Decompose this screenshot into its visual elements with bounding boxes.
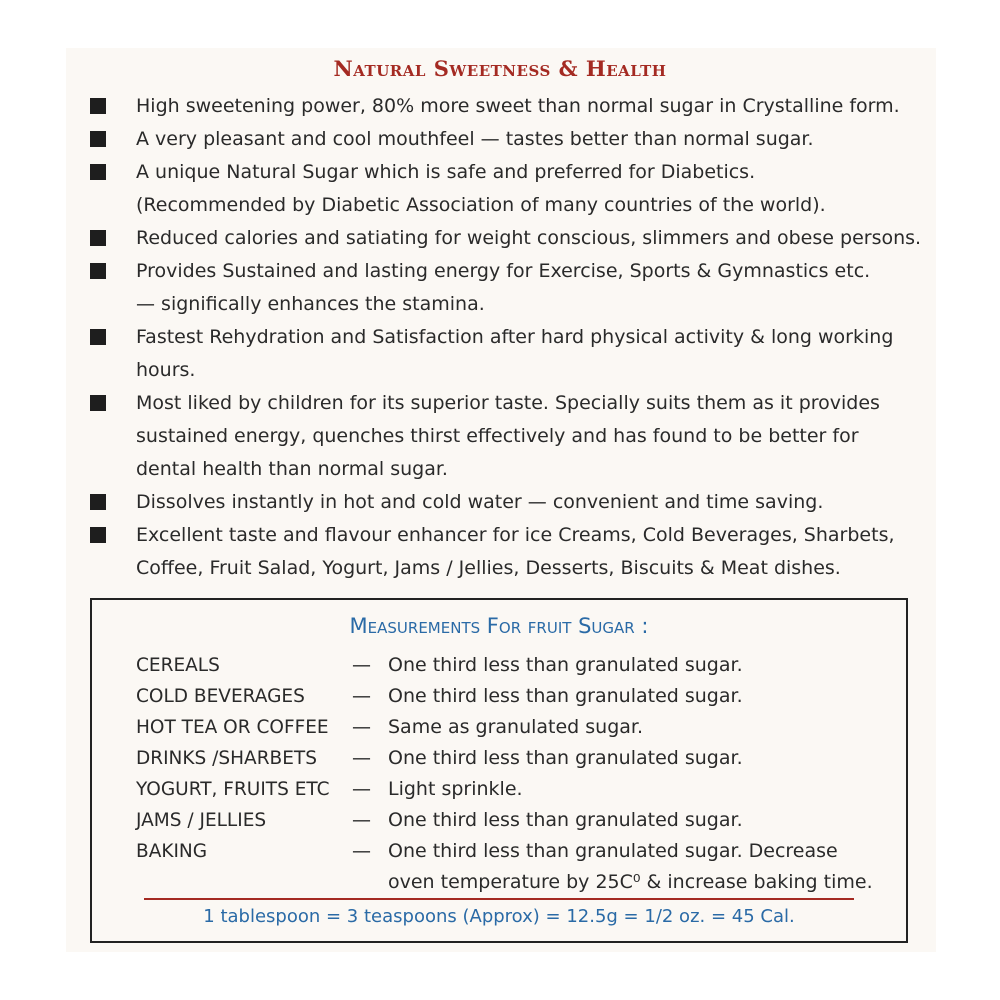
benefit-line: — significally enhances the stamina.	[136, 293, 485, 315]
measurement-row	[136, 836, 896, 898]
square-bullet-icon	[90, 263, 106, 279]
measurement-value-line: Light sprinkle.	[388, 778, 523, 800]
measurement-value	[388, 805, 896, 836]
conversion-footer: 1 tablespoon = 3 teaspoons (Approx) = 12.5g = 1/2 oz. = 45 Cal.	[203, 906, 795, 927]
measurement-item: YOGURT, FRUITS ETC	[136, 779, 330, 800]
measurement-value-line: One third less than granulated sugar.	[388, 654, 743, 676]
benefits-list	[90, 90, 930, 585]
measurements-box	[90, 598, 908, 943]
measurement-value	[388, 681, 896, 712]
measurement-value	[388, 836, 896, 898]
measurement-value	[388, 774, 896, 805]
measurement-dash: —	[352, 685, 371, 707]
measurement-dash: —	[352, 840, 371, 862]
benefit-line: Excellent taste and flavour enhancer for ice Creams, Cold Beverages, Sharbets,	[136, 524, 895, 546]
square-bullet-icon	[90, 230, 106, 246]
measurement-item: HOT TEA OR COFFEE	[136, 717, 329, 738]
benefit-line: Reduced calories and satiating for weight conscious, slimmers and obese persons.	[136, 227, 922, 249]
measurement-row	[136, 743, 896, 774]
divider-rule	[144, 898, 854, 900]
benefit-line: (Recommended by Diabetic Association of many countries of the world).	[136, 194, 826, 216]
section-title: Natural Sweetness & Health	[333, 56, 667, 81]
benefit-item	[90, 387, 930, 486]
square-bullet-icon	[90, 164, 106, 180]
measurement-value-line: Same as granulated sugar.	[388, 716, 644, 738]
square-bullet-icon	[90, 527, 106, 543]
benefit-line: High sweetening power, 80% more sweet than normal sugar in Crystalline form.	[136, 95, 900, 117]
benefit-line: dental health than normal sugar.	[136, 458, 448, 480]
square-bullet-icon	[90, 131, 106, 147]
benefit-line: sustained energy, quenches thirst effectively and has found to be better for	[136, 425, 859, 447]
measurement-value-line: One third less than granulated sugar. Decrease	[388, 840, 838, 862]
measurement-item: JAMS / JELLIES	[136, 810, 267, 831]
benefit-line: Dissolves instantly in hot and cold water — convenient and time saving.	[136, 491, 824, 513]
measurement-row	[136, 650, 896, 681]
square-bullet-icon	[90, 494, 106, 510]
measurement-dash: —	[352, 747, 371, 769]
measurement-row	[136, 712, 896, 743]
benefit-item	[90, 255, 930, 321]
measurement-value-line: oven temperature by 25C⁰ & increase baking time.	[388, 871, 873, 893]
benefit-item	[90, 222, 930, 255]
square-bullet-icon	[90, 98, 106, 114]
benefit-line: Coffee, Fruit Salad, Yogurt, Jams / Jellies, Desserts, Biscuits & Meat dishes.	[136, 557, 841, 579]
benefit-item	[90, 156, 930, 222]
benefit-line: A very pleasant and cool mouthfeel — tastes better than normal sugar.	[136, 128, 814, 150]
benefit-item	[90, 123, 930, 156]
measurements-title: Measurements For fruit Sugar :	[349, 614, 649, 638]
benefit-line: Most liked by children for its superior taste. Specially suits them as it provides	[136, 392, 880, 414]
measurement-row	[136, 774, 896, 805]
benefit-item	[90, 519, 930, 585]
measurement-value	[388, 743, 896, 774]
benefit-item	[90, 321, 930, 387]
benefit-line: Fastest Rehydration and Satisfaction after hard physical activity & long working	[136, 326, 894, 348]
measurement-value-line: One third less than granulated sugar.	[388, 685, 743, 707]
measurement-dash: —	[352, 809, 371, 831]
square-bullet-icon	[90, 329, 106, 345]
measurement-item: BAKING	[136, 841, 208, 862]
benefit-item	[90, 90, 930, 123]
benefit-line: hours.	[136, 359, 196, 381]
benefit-line: A unique Natural Sugar which is safe and preferred for Diabetics.	[136, 161, 756, 183]
measurement-dash: —	[352, 716, 371, 738]
benefit-item	[90, 486, 930, 519]
measurement-row	[136, 681, 896, 712]
measurement-dash: —	[352, 778, 371, 800]
measurement-dash: —	[352, 654, 371, 676]
measurement-value-line: One third less than granulated sugar.	[388, 747, 743, 769]
measurement-item: COLD BEVERAGES	[136, 686, 305, 707]
square-bullet-icon	[90, 395, 106, 411]
measurement-item: CEREALS	[136, 655, 220, 676]
measurement-row	[136, 805, 896, 836]
measurement-item: DRINKS /SHARBETS	[136, 748, 317, 769]
measurement-value-line: One third less than granulated sugar.	[388, 809, 743, 831]
measurement-value	[388, 650, 896, 681]
measurements-table	[136, 650, 896, 898]
benefit-line: Provides Sustained and lasting energy for Exercise, Sports & Gymnastics etc.	[136, 260, 871, 282]
measurement-value	[388, 712, 896, 743]
